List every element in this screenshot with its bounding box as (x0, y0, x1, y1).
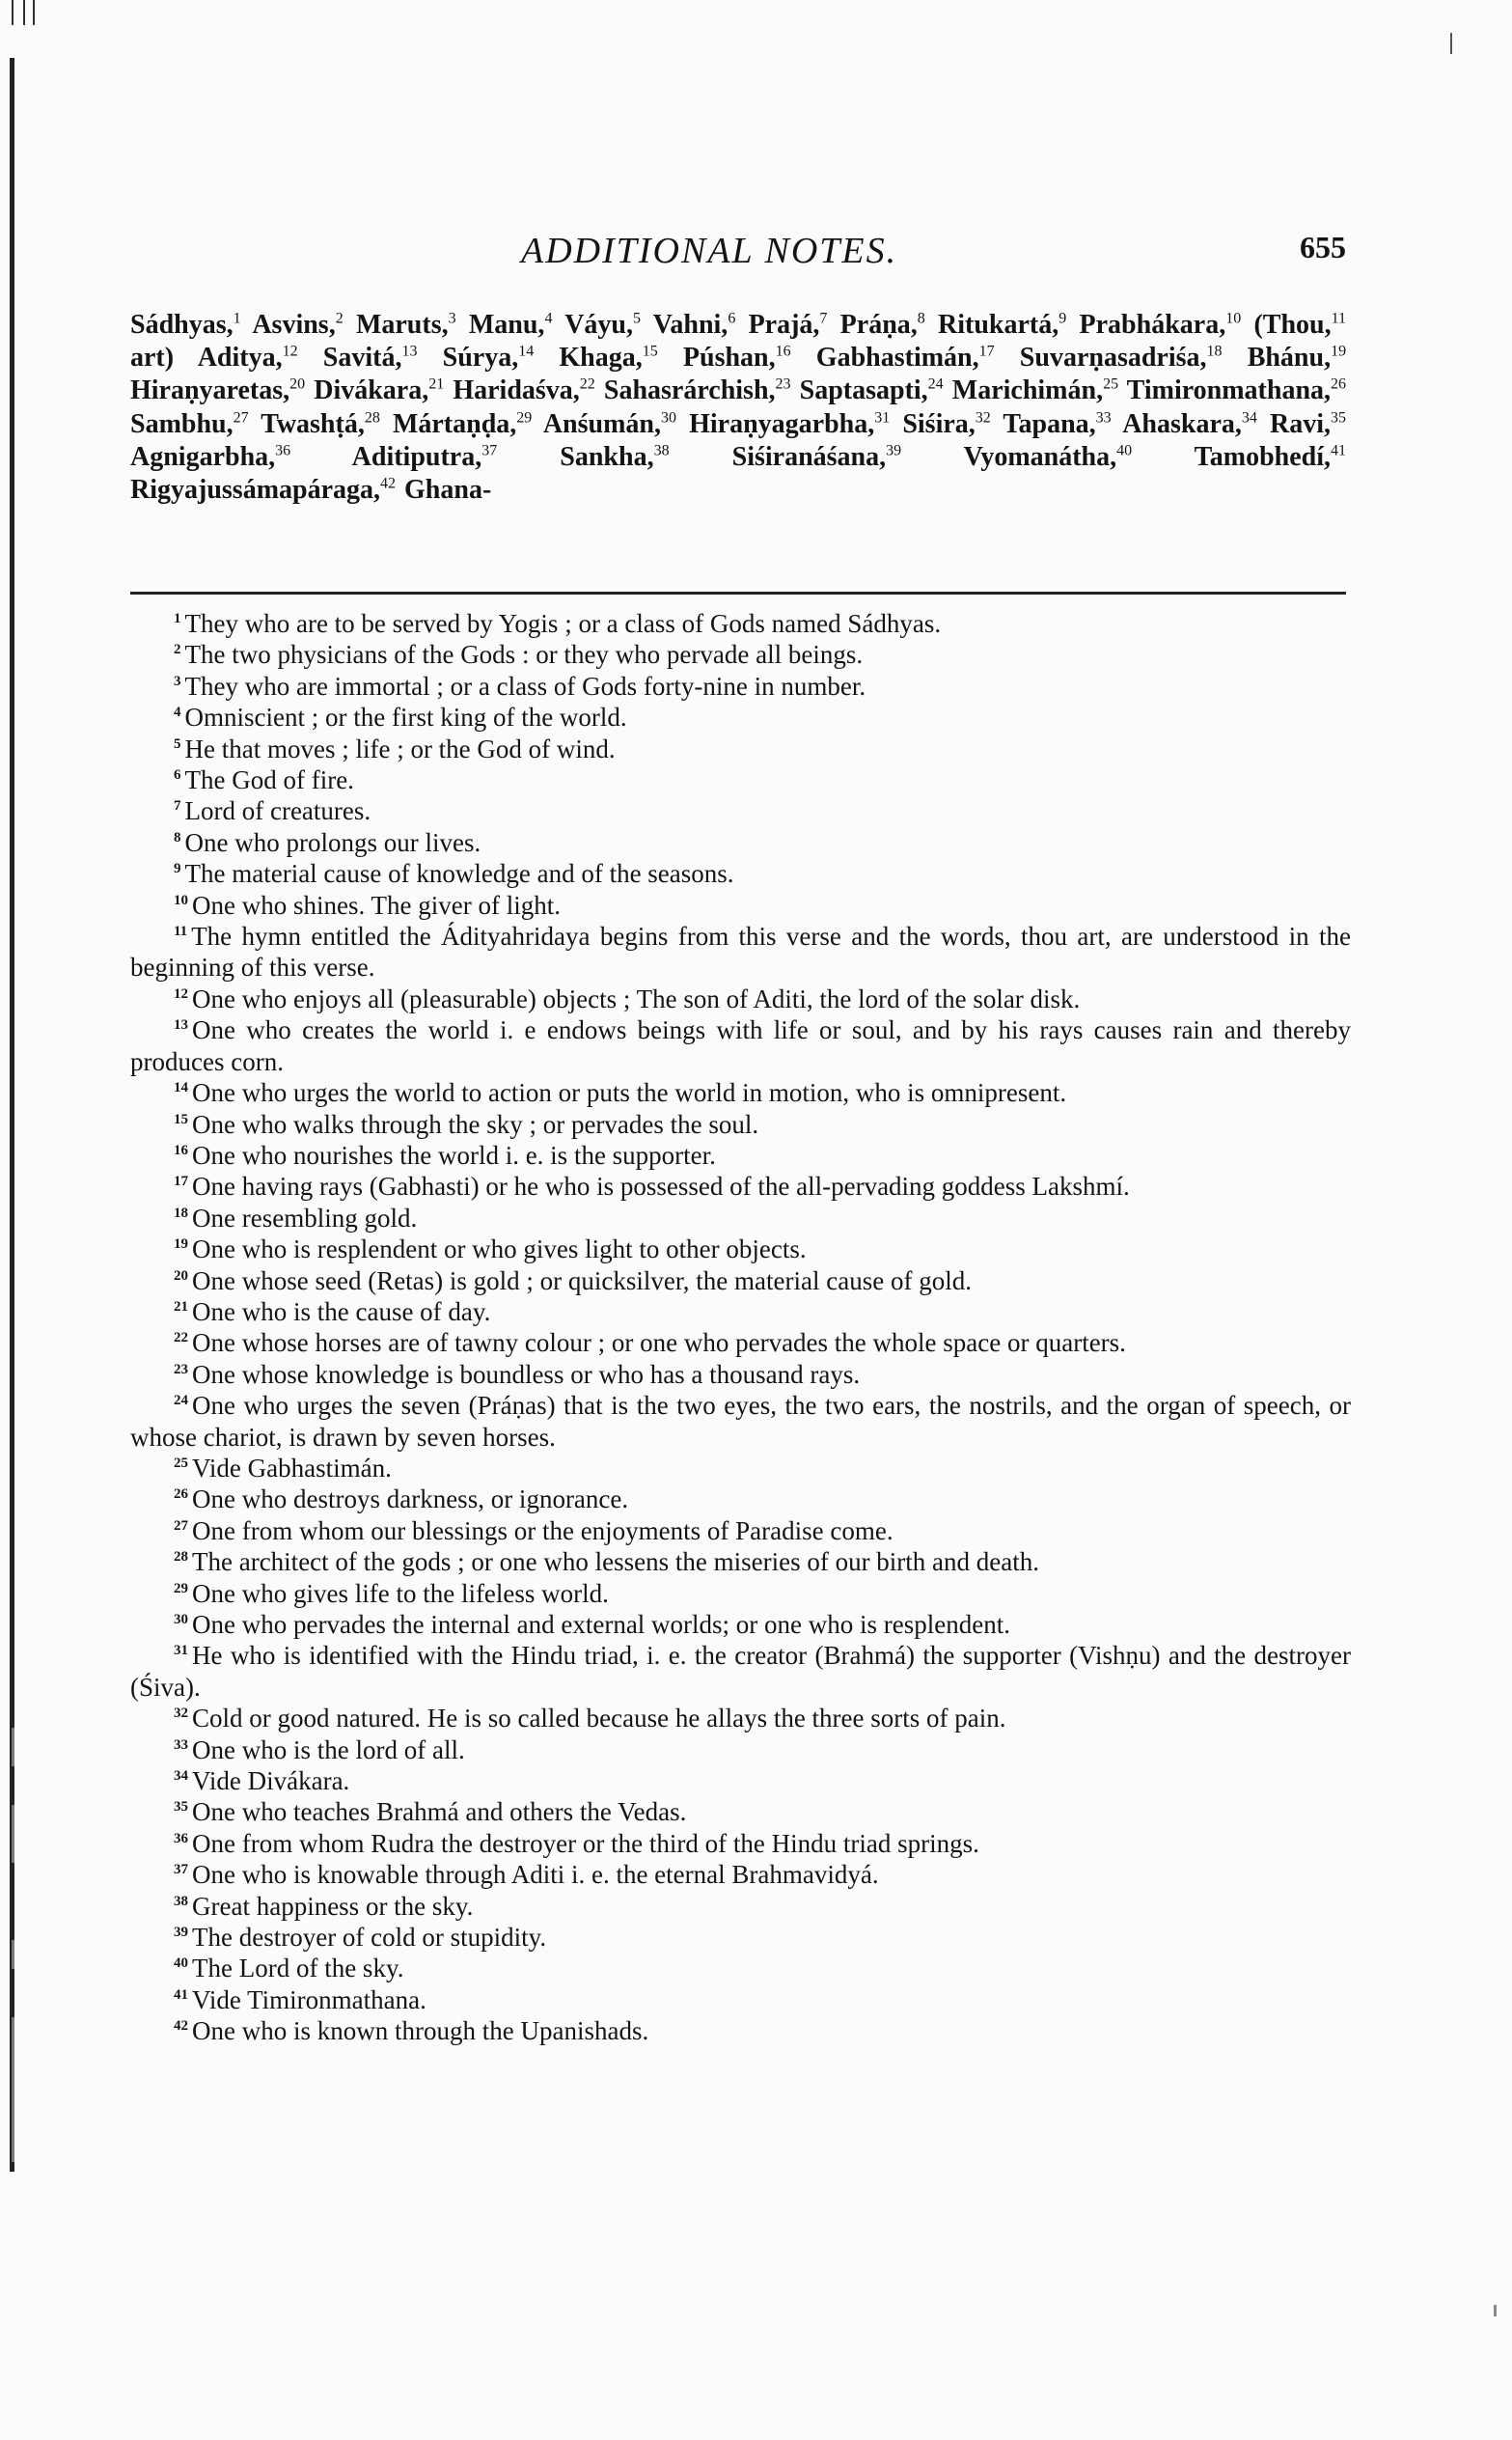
epithet-text: Marichimán, (951, 375, 1104, 406)
footnote (130, 827, 1351, 858)
footnote (130, 1859, 1351, 1890)
footnote (130, 1546, 1351, 1577)
footnote-text: One resembling gold. (192, 1203, 418, 1233)
epithet-text: Timironmathana, (1126, 375, 1332, 406)
footnote-text: He who is identified with the Hindu triad, i. e. the creator (Brahmá) the supporter (Vishṇu) and the destroyer (Śiva). (130, 1641, 1351, 1702)
epithet-text: Saptasapti, (799, 375, 928, 406)
footnote-text: One who shines. The giver of light. (192, 890, 561, 920)
footnote-ref: 30 (661, 409, 676, 427)
footnote-text: One who nourishes the world i. e. is the supporter. (192, 1140, 716, 1170)
epithet-text: Rigyajussámapáraga, (130, 475, 381, 506)
footnote-text: One who enjoys all (pleasurable) objects ; The son of Aditi, the lord of the solar disk. (192, 984, 1081, 1013)
footnote-text: One who is knowable through Aditi i. e. the eternal Brahmavidyá. (192, 1860, 879, 1890)
footnote-text: One whose horses are of tawny colour ; or one who pervades the whole space or quarters. (192, 1328, 1126, 1358)
footnote-ref: 24 (927, 376, 944, 394)
footnote-text: The architect of the gods ; or one who lessens the miseries of our birth and death. (192, 1547, 1040, 1577)
footnote-text: One who is the cause of day. (192, 1296, 491, 1326)
footnote-number: 8 (174, 829, 181, 846)
margin-marks (12, 1728, 21, 2268)
epithet (560, 442, 669, 472)
footnote (130, 1953, 1351, 1983)
footnote (130, 1109, 1351, 1140)
epithet (543, 409, 676, 439)
footnote-number: 28 (174, 1549, 188, 1566)
footnote-number: 3 (174, 673, 181, 689)
epithet (564, 310, 641, 340)
footnote-text: One who is resplendent or who gives light to other objects. (192, 1234, 807, 1264)
epithet-text: Sankha, (560, 441, 654, 472)
epithet (1122, 409, 1257, 439)
footnote-number: 14 (174, 1080, 188, 1096)
epithet-text: Sádhyas, (130, 310, 234, 340)
footnote-number: 5 (174, 735, 181, 752)
footnote (130, 1483, 1351, 1514)
footnote-number: 36 (174, 1830, 188, 1846)
footnote-number: 9 (174, 861, 181, 877)
epithet-text: Ahaskara, (1122, 408, 1242, 439)
footnote-number: 22 (174, 1330, 188, 1346)
footnote (130, 1234, 1351, 1264)
binding-marks (12, 0, 69, 29)
epithet-text: Siśiranáśana, (731, 441, 887, 472)
footnote-ref: 16 (775, 343, 791, 360)
epithet-text: Siśira, (902, 408, 976, 439)
epithet-text: Maruts, (355, 310, 449, 340)
epithet (1270, 409, 1346, 439)
footnote-number: 11 (174, 924, 188, 940)
footnote-text: The material cause of knowledge and of the seasons. (184, 859, 734, 889)
footnote-text: They who are immortal ; or a class of Gods forty-nine in number. (184, 671, 866, 701)
footnote-ref: 35 (1331, 409, 1346, 427)
epithet (1003, 409, 1111, 439)
epithet (130, 442, 290, 472)
footnote-text: One who destroys darkness, or ignorance. (192, 1484, 629, 1514)
footnote-text: One having rays (Gabhasti) or he who is possessed of the all-pervading goddess Lakshmí. (192, 1172, 1130, 1202)
epithet (261, 409, 380, 439)
epithet (952, 375, 1118, 405)
footnote (130, 890, 1351, 921)
epithet (1253, 310, 1346, 340)
epithet-text: Asvins, (252, 310, 336, 340)
epithet (356, 310, 456, 340)
footnote-ref: 27 (233, 409, 249, 427)
footnote (130, 1515, 1351, 1546)
footnote (130, 1765, 1351, 1796)
footnote-text: One who creates the world i. e endows beings with life or soul, and by his rays causes rain and thereby produces corn. (130, 1015, 1351, 1076)
epithet-text: Haridaśva, (453, 375, 580, 406)
epithet (393, 409, 532, 439)
footnote-ref: 33 (1095, 409, 1112, 427)
footnote-number: 2 (174, 642, 181, 658)
footnote-ref: 42 (380, 475, 397, 492)
footnote-text: One who urges the seven (Práṇas) that is the two eyes, the two ears, the nostrils, and the organ of speech, or whose chariot, is drawn by seven horses. (130, 1391, 1351, 1452)
footnote (130, 2015, 1351, 2046)
footnote-ref: 9 (1058, 310, 1067, 327)
footnote-ref: 13 (401, 343, 418, 360)
epithet-text: Tapana, (1003, 408, 1096, 439)
footnote-ref: 7 (819, 310, 828, 327)
epithet (732, 442, 902, 472)
epithet-text: Agnigarbha, (130, 441, 276, 472)
epithet (453, 375, 594, 405)
epithet-text: (Thou, (1253, 310, 1332, 340)
epithet-text: Váyu, (564, 310, 633, 340)
epithet (653, 310, 736, 340)
footnote-text: He that moves ; life ; or the God of wind. (184, 734, 616, 763)
footnote-text: One who gives life to the lifeless world. (192, 1578, 609, 1608)
footnote-ref: 28 (364, 409, 380, 427)
epithet-text: Twashṭá, (261, 408, 365, 439)
footnote (130, 795, 1351, 826)
footnote-ref: 3 (448, 310, 456, 327)
footnote-number: 4 (174, 705, 181, 721)
epithet (559, 343, 657, 373)
epithet (683, 343, 791, 373)
footnote-number: 13 (174, 1017, 188, 1034)
footnote (130, 1640, 1351, 1703)
page-header (0, 230, 1512, 278)
epithet-text: Sambhu, (130, 408, 234, 439)
footnote (130, 1796, 1351, 1827)
footnote-text: One who urges the world to action or puts the world in motion, who is omnipresent. (192, 1078, 1067, 1108)
footnote (130, 764, 1351, 795)
footnote-number: 42 (174, 2018, 188, 2035)
epithet (800, 375, 944, 405)
footnote-number: 25 (174, 1455, 188, 1471)
footnote-text: They who are to be served by Yogis ; or a class of Gods named Sádhyas. (184, 609, 942, 638)
epithet (130, 343, 298, 373)
epithet-text: Súrya, (442, 343, 519, 374)
epithet (840, 310, 925, 340)
epithet-text: art) Aditya, (130, 343, 283, 374)
epithet-text: Bhánu, (1247, 343, 1332, 374)
epithet-text: Ritukartá, (938, 310, 1059, 340)
footnote-text: One who is the lord of all. (192, 1734, 465, 1764)
footnote (130, 1203, 1351, 1234)
footnote-text: One whose knowledge is boundless or who has a thousand rays. (192, 1359, 861, 1389)
footnote-ref: 38 (653, 442, 670, 459)
footnote (130, 702, 1351, 733)
main-text-paragraph (130, 309, 1346, 507)
footnote-ref: 8 (917, 310, 925, 327)
footnote (130, 1296, 1351, 1327)
epithet (749, 310, 828, 340)
footnote-text: The hymn entitled the Ádityahridaya begins from this verse and the words, thou art, are understood in the beginning of this verse. (130, 922, 1351, 983)
footnote (130, 1140, 1351, 1171)
footnote (130, 1609, 1351, 1640)
footnote (130, 639, 1351, 670)
footnote-ref: 40 (1116, 442, 1133, 459)
footnote-text: Vide Timironmathana. (192, 1984, 426, 2014)
epithet-text: Prajá, (748, 310, 820, 340)
footnote-separator (130, 592, 1346, 595)
footnote (130, 1327, 1351, 1358)
footnote-number: 27 (174, 1517, 188, 1534)
footnote-ref: 37 (481, 442, 498, 459)
footnote-ref: 14 (518, 343, 535, 360)
footnote-ref: 23 (775, 376, 791, 394)
epithet-text: Ghana- (404, 475, 492, 506)
epithet (1195, 442, 1346, 472)
footnote (130, 1891, 1351, 1922)
footnote-text: One from whom Rudra the destroyer or the third of the Hindu triad springs. (192, 1828, 979, 1858)
footnote-ref: 21 (428, 376, 445, 394)
epithet (314, 375, 444, 405)
footnote (130, 858, 1351, 889)
footnote-ref: 39 (886, 442, 902, 459)
epithet-text: Suvarṇasadriśa, (1019, 343, 1207, 374)
footnote-number: 29 (174, 1580, 188, 1596)
footnote-ref: 31 (874, 409, 891, 427)
footnote-ref: 2 (335, 310, 344, 327)
footnote-ref: 34 (1241, 409, 1257, 427)
footnote-number: 34 (174, 1768, 188, 1785)
footnote (130, 1077, 1351, 1108)
epithet-text: Vyomanátha, (963, 441, 1117, 472)
footnote-ref: 29 (516, 409, 533, 427)
footnote-text: Cold or good natured. He is so called because he allays the three sorts of pain. (192, 1704, 1006, 1733)
footnote (130, 1265, 1351, 1296)
epithet (1080, 310, 1242, 340)
footnote-ref: 6 (728, 310, 736, 327)
footnote (130, 1453, 1351, 1483)
footnote-number: 33 (174, 1736, 188, 1753)
footnote-number: 30 (174, 1612, 188, 1627)
epithet (130, 310, 241, 340)
footnote-number: 38 (174, 1893, 188, 1909)
footnote-text: Lord of creatures. (184, 796, 371, 826)
footnote-text: One from whom our blessings or the enjoyments of Paradise come. (192, 1515, 893, 1545)
epithet-text: Mártaṇḍa, (392, 408, 517, 439)
footnote-number: 7 (174, 798, 181, 815)
footnote-ref: 22 (579, 376, 595, 394)
footnote-text: One who prolongs our lives. (184, 827, 481, 857)
footnote-ref: 10 (1225, 310, 1242, 327)
footnote-number: 20 (174, 1267, 188, 1284)
footnote-number: 1 (174, 611, 181, 626)
footnote-text: One who pervades the internal and external worlds; or one who is resplendent. (192, 1610, 1010, 1639)
epithet-text: Khaga, (559, 343, 643, 374)
epithet-text: Aditiputra, (351, 441, 482, 472)
footnote-number: 37 (174, 1862, 188, 1878)
footnote-number: 40 (174, 1955, 188, 1972)
footnote-text: Vide Gabhastimán. (192, 1453, 392, 1483)
footnote-number: 35 (174, 1799, 188, 1816)
epithet-text: Hiraṇyagarbha, (689, 408, 875, 439)
footnote-ref: 36 (275, 442, 291, 459)
footnote-number: 39 (174, 1925, 188, 1941)
footnote-ref: 41 (1331, 442, 1347, 459)
footnote-ref: 19 (1331, 343, 1347, 360)
footnote-ref: 25 (1103, 376, 1119, 394)
footnote-text: The Lord of the sky. (192, 1954, 404, 1983)
footnote-text: The two physicians of the Gods : or they who pervade all beings. (184, 640, 864, 670)
epithet-text: Hiraṇyaretas, (130, 375, 290, 406)
footnote-ref: 20 (289, 376, 306, 394)
epithet (323, 343, 418, 373)
footnote-text: One whose seed (Retas) is gold ; or quicksilver, the material cause of gold. (192, 1265, 972, 1295)
epithet (938, 310, 1066, 340)
footnote-text: The destroyer of cold or stupidity. (192, 1923, 547, 1953)
epithet-text: Ravi, (1270, 408, 1331, 439)
footnote (130, 1359, 1351, 1390)
epithet (1127, 375, 1346, 405)
footnote (130, 1014, 1351, 1077)
footnote-number: 17 (174, 1174, 188, 1190)
footnote-number: 6 (174, 767, 181, 784)
footnote (130, 1828, 1351, 1859)
epithet-text: Sahasrárchish, (603, 375, 776, 406)
epithet-text: Tamobhedí, (1194, 441, 1332, 472)
footnote-text: One who walks through the sky ; or pervades the soul. (192, 1109, 759, 1139)
scan-mark (1494, 2305, 1497, 2316)
footnote-number: 18 (174, 1205, 188, 1221)
epithet-text: Manu, (468, 310, 545, 340)
epithet (130, 475, 396, 505)
footnote-number: 31 (174, 1643, 188, 1659)
epithet (443, 343, 535, 373)
footnote (130, 671, 1351, 702)
epithet (1248, 343, 1346, 373)
epithet (404, 475, 491, 505)
footnote-text: One who is known through the Upanishads. (192, 2016, 649, 2046)
footnote-number: 19 (174, 1236, 188, 1253)
footnote-number: 32 (174, 1705, 188, 1722)
footnote (130, 1390, 1351, 1453)
epithet-text: Práṇa, (839, 310, 918, 340)
footnote-ref: 11 (1331, 310, 1347, 327)
footnote (130, 1578, 1351, 1609)
footnote-text: Omniscient ; or the first king of the world. (184, 703, 627, 733)
footnote-number: 24 (174, 1393, 188, 1409)
epithet (604, 375, 791, 405)
footnote (130, 1703, 1351, 1733)
footnote-ref: 12 (282, 343, 298, 360)
footnote-number: 21 (174, 1298, 188, 1315)
footnote-ref: 32 (975, 409, 991, 427)
footnote (130, 1922, 1351, 1953)
footnote-number: 10 (174, 892, 188, 908)
footnote (130, 984, 1351, 1014)
footnote-ref: 1 (233, 310, 241, 327)
epithet-text: Anśumán, (542, 408, 661, 439)
footnote-ref: 17 (978, 343, 995, 360)
footnote-ref: 4 (544, 310, 553, 327)
footnote-text: Vide Divákara. (192, 1766, 350, 1796)
footnote-number: 26 (174, 1486, 188, 1503)
epithet (689, 409, 890, 439)
epithet (1020, 343, 1223, 373)
footnote-ref: 18 (1206, 343, 1223, 360)
footnote (130, 921, 1351, 984)
epithet (130, 375, 305, 405)
footnote (130, 734, 1351, 764)
footnote-number: 23 (174, 1361, 188, 1377)
scan-mark (1450, 33, 1452, 54)
footnote (130, 608, 1351, 639)
footnote-text: The God of fire. (184, 765, 354, 795)
footnotes (130, 608, 1351, 2047)
footnote-text: Great happiness or the sky. (192, 1891, 474, 1921)
footnote-ref: 5 (632, 310, 641, 327)
footnote-ref: 26 (1331, 376, 1347, 394)
footnote (130, 1171, 1351, 1202)
epithet (902, 409, 990, 439)
footnote-number: 41 (174, 1986, 188, 2003)
running-head: ADDITIONAL NOTES. (521, 231, 898, 271)
page-number: 655 (1300, 230, 1346, 264)
footnote-ref: 15 (642, 343, 658, 360)
epithet-text: Savitá, (322, 343, 402, 374)
epithet (469, 310, 553, 340)
footnote-number: 15 (174, 1111, 188, 1127)
footnote (130, 1734, 1351, 1765)
epithet (130, 409, 249, 439)
epithet-text: Prabhákara, (1079, 310, 1226, 340)
epithet-text: Púshan, (682, 343, 776, 374)
footnote-number: 12 (174, 985, 188, 1002)
epithet-text: Gabhastimán, (815, 343, 979, 374)
footnote (130, 1984, 1351, 2015)
epithet-text: Vahni, (652, 310, 729, 340)
footnote-number: 16 (174, 1142, 188, 1158)
epithet (964, 442, 1132, 472)
epithet (252, 310, 343, 340)
footnote-text: One who teaches Brahmá and others the Vedas. (192, 1797, 687, 1827)
epithet (352, 442, 498, 472)
epithet-text: Divákara, (314, 375, 429, 406)
epithet (816, 343, 995, 373)
